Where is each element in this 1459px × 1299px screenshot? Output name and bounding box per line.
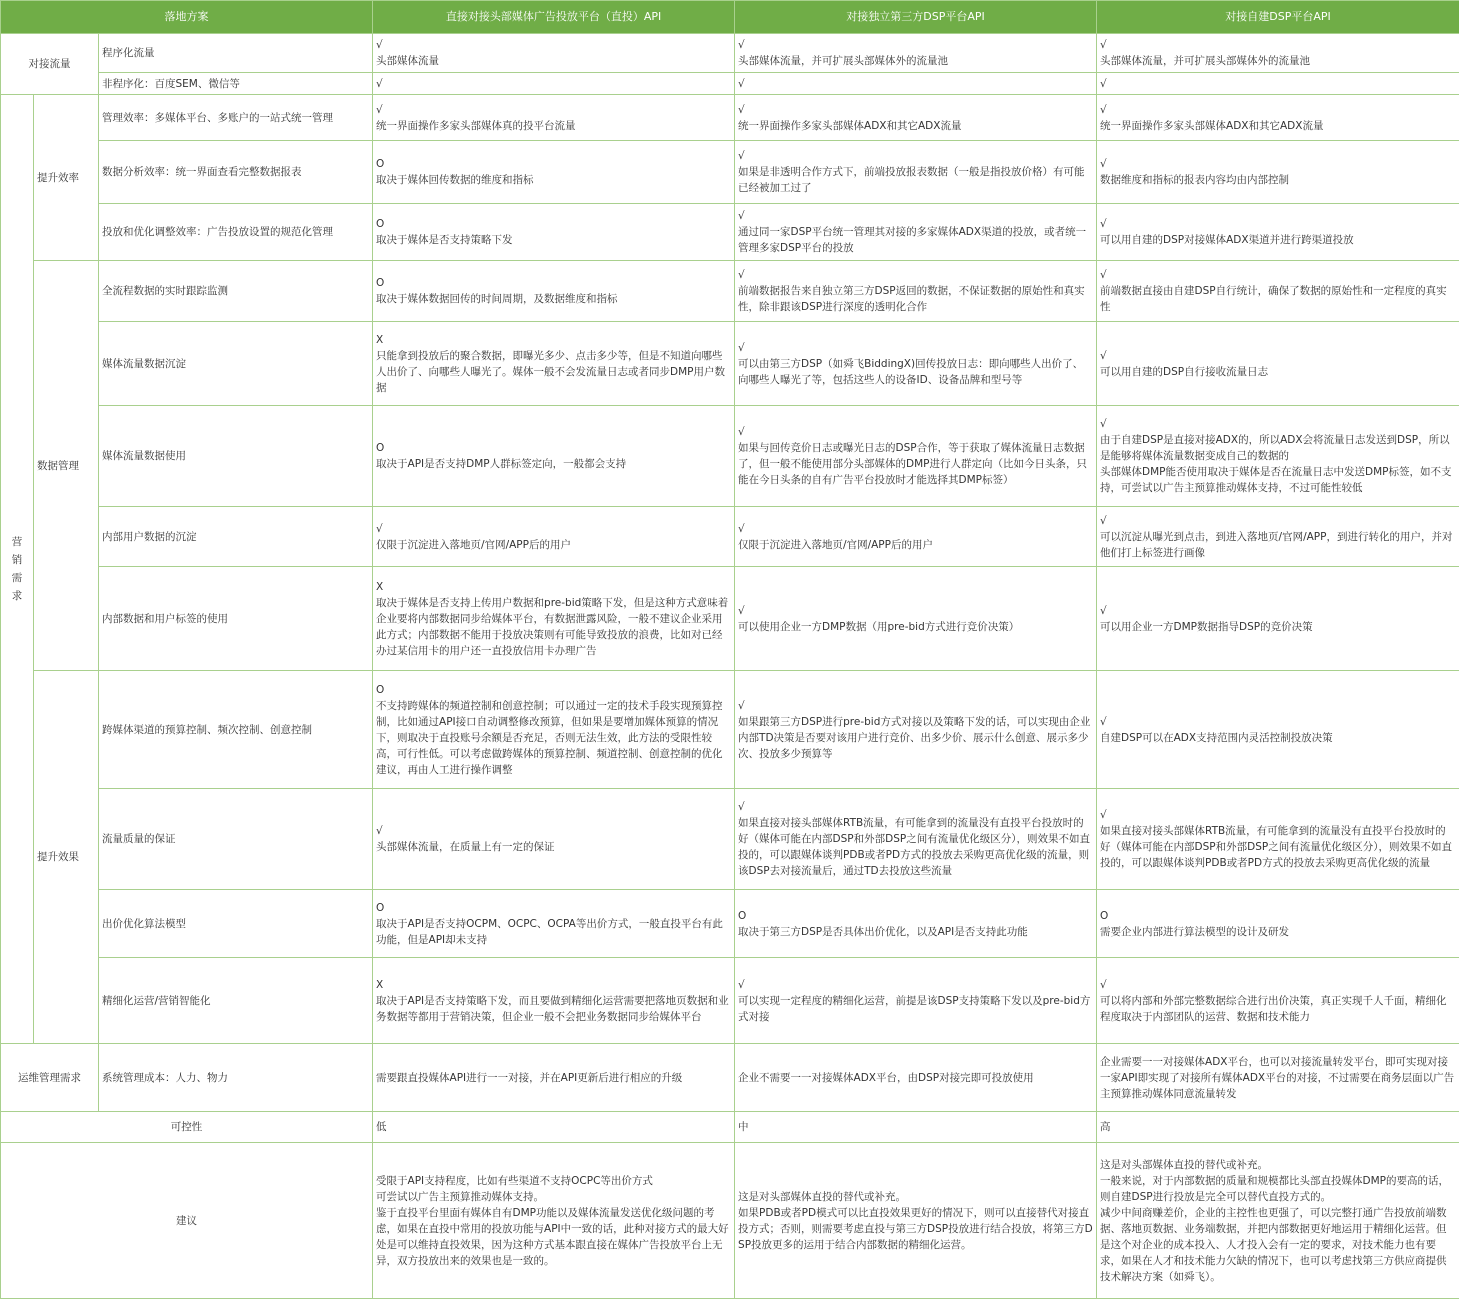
cell-text: 可以用企业一方DMP数据指导DSP的竞价决策	[1100, 619, 1456, 635]
mark: O	[1100, 908, 1456, 924]
cell-text: 头部媒体流量，在质量上有一定的保证	[376, 839, 731, 855]
cell-text: 仅限于沉淀进入落地页/官网/APP后的用户	[376, 537, 731, 553]
cell-third-party: 中	[735, 1112, 1097, 1143]
cell-text: 只能拿到投放后的聚合数据，即曝光多少、点击多少等，但是不知道向哪些人出价了、向哪些人曝光了。媒体一般不会发流量日志或者同步DMP用户数据	[376, 348, 731, 396]
row-label: 管理效率：多媒体平台、多账户的一站式统一管理	[99, 95, 373, 141]
cell-third-party	[735, 567, 1097, 671]
cell-text: 如果直接对接头部媒体RTB流量，有可能拿到的流量没有直投平台投放时的好（媒体可能在内部DSP和外部DSP之间有流量优化级区分），则效果不如直投的，可以跟媒体谈判PDB或者PD方式的投放去采购更高优化级的流量	[1100, 823, 1456, 871]
table-row	[1, 890, 1459, 958]
cell-text: 如果跟第三方DSP进行pre-bid方式对接以及策略下发的话，可以实现由企业内部TD决策是否要对该用户进行竞价、出多少价、展示什么创意、展示多少次、投放多少预算等	[738, 714, 1093, 762]
mark: √	[1100, 37, 1456, 53]
row-label: 跨媒体渠道的预算控制、频次控制、创意控制	[99, 671, 373, 789]
cell-direct	[373, 507, 735, 567]
table-row	[1, 1044, 1459, 1112]
cell-direct	[373, 34, 735, 73]
cell-text: 取决于媒体是否支持策略下发	[376, 232, 731, 248]
cell-text: 可以沉淀从曝光到点击，到进入落地页/官网/APP，到进行转化的用户，并对他们打上标签进行画像	[1100, 529, 1456, 561]
mark: √	[738, 340, 1093, 356]
cell-self-built	[1097, 141, 1459, 204]
cell-self-built: √	[1097, 73, 1459, 95]
cell-text: 可以用自建的DSP自行接收流量日志	[1100, 364, 1456, 380]
header-direct-api: 直接对接头部媒体广告投放平台（直投）API	[373, 1, 735, 34]
cell-self-built	[1097, 34, 1459, 73]
mark: √	[1100, 513, 1456, 529]
cell-text: 如果是非透明合作方式下，前端投放报表数据（一般是指投放价格）有可能已经被加工过了	[738, 164, 1093, 196]
cell-direct	[373, 567, 735, 671]
cell-self-built	[1097, 406, 1459, 507]
mark: √	[738, 698, 1093, 714]
cell-third-party	[735, 507, 1097, 567]
cell-text: 仅限于沉淀进入落地页/官网/APP后的用户	[738, 537, 1093, 553]
cell-third-party	[735, 261, 1097, 322]
cell-third-party	[735, 1044, 1097, 1112]
row-label: 媒体流量数据使用	[99, 406, 373, 507]
group-control: 可控性	[1, 1112, 373, 1143]
table-row	[1, 1112, 1459, 1143]
cell-text: 企业需要一一对接媒体ADX平台，也可以对接流量转发平台，即可实现对接一家API即实现了对接所有媒体ADX平台的对接，不过需要在商务层面以广告主预算推动媒体同意流量转发	[1100, 1054, 1456, 1102]
row-label: 系统管理成本：人力、物力	[99, 1044, 373, 1112]
cell-text: 这是对头部媒体直投的替代或补充。 如果PDB或者PD模式可以比直投效果更好的情况下，则可以直接替代对接直投方式；否则，则需要考虑直投与第三方DSP投放进行结合投放，将第三方DSP投放更多的运用于结合内部数据的精细化运营。	[738, 1189, 1093, 1253]
mark: √	[738, 424, 1093, 440]
mark: O	[376, 682, 731, 698]
cell-direct	[373, 261, 735, 322]
row-label: 精细化运营/营销智能化	[99, 958, 373, 1044]
mark: √	[738, 37, 1093, 53]
cell-direct	[373, 789, 735, 890]
cell-text: 取决于媒体回传数据的维度和指标	[376, 172, 731, 188]
row-label: 全流程数据的实时跟踪监测	[99, 261, 373, 322]
header-solution: 落地方案	[1, 1, 373, 34]
mark: √	[738, 148, 1093, 164]
mark: √	[738, 799, 1093, 815]
cell-text: 企业不需要一一对接媒体ADX平台，由DSP对接完即可投放使用	[738, 1070, 1093, 1086]
cell-text: 取决于API是否支持策略下发，而且要做到精细化运营需要把落地页数据和业务数据等都用于营销决策，但企业一般不会把业务数据同步给媒体平台	[376, 993, 731, 1025]
header-self-built-dsp: 对接自建DSP平台API	[1097, 1, 1459, 34]
cell-text: 头部媒体流量	[376, 53, 731, 69]
mark: X	[376, 977, 731, 993]
cell-text: 统一界面操作多家头部媒体ADX和其它ADX流量	[1100, 118, 1456, 134]
cell-text: 头部媒体流量，并可扩展头部媒体外的流量池	[1100, 53, 1456, 69]
cell-direct	[373, 322, 735, 406]
table-row	[1, 406, 1459, 507]
table-row	[1, 322, 1459, 406]
mark: √	[738, 208, 1093, 224]
mark: √	[738, 603, 1093, 619]
cell-self-built	[1097, 507, 1459, 567]
cell-text: 取决于API是否支持DMP人群标签定向，一般都会支持	[376, 456, 731, 472]
mark: √	[376, 37, 731, 53]
group-advice: 建议	[1, 1143, 373, 1299]
cell-third-party	[735, 671, 1097, 789]
cell-text: 不支持跨媒体的频道控制和创意控制；可以通过一定的技术手段实现预算控制，比如通过API接口自动调整修改预算，但如果是要增加媒体预算的情况下，则取决于直投账号余额是否充足，否则无法生效，此方法的受限性较高，可行性低。可以考虑做跨媒体的预算控制、频道控制、创意控制的优化建议，再由人工进行操作调整	[376, 698, 731, 778]
cell-text: 可以实现一定程度的精细化运营，前提是该DSP支持策略下发以及pre-bid方式对接	[738, 993, 1093, 1025]
mark: O	[376, 216, 731, 232]
cell-third-party	[735, 958, 1097, 1044]
mark: O	[376, 156, 731, 172]
group-effect: 提升效果	[34, 671, 99, 1044]
mark: √	[376, 823, 731, 839]
cell-text: 数据维度和指标的报表内容均由内部控制	[1100, 172, 1456, 188]
cell-third-party: √	[735, 73, 1097, 95]
row-label: 流量质量的保证	[99, 789, 373, 890]
cell-text: 头部媒体流量，并可扩展头部媒体外的流量池	[738, 53, 1093, 69]
cell-direct	[373, 958, 735, 1044]
cell-direct: √	[373, 73, 735, 95]
cell-text: 可以使用企业一方DMP数据（用pre-bid方式进行竞价决策）	[738, 619, 1093, 635]
cell-self-built	[1097, 958, 1459, 1044]
table-row	[1, 958, 1459, 1044]
cell-direct	[373, 1143, 735, 1299]
mark: √	[1100, 156, 1456, 172]
mark: √	[738, 102, 1093, 118]
cell-text: 前端数据直接由自建DSP自行统计，确保了数据的原始性和一定程度的真实性	[1100, 283, 1456, 315]
table-row	[1, 73, 1459, 95]
row-label: 出价优化算法模型	[99, 890, 373, 958]
mark: √	[1100, 714, 1456, 730]
row-label: 程序化流量	[99, 34, 373, 73]
mark: √	[1100, 267, 1456, 283]
cell-self-built	[1097, 95, 1459, 141]
cell-third-party	[735, 141, 1097, 204]
cell-direct	[373, 890, 735, 958]
cell-text: 统一界面操作多家头部媒体ADX和其它ADX流量	[738, 118, 1093, 134]
mark: X	[376, 579, 731, 595]
mark: √	[738, 977, 1093, 993]
cell-third-party	[735, 204, 1097, 261]
cell-text: 由于自建DSP是直接对接ADX的，所以ADX会将流量日志发送到DSP，所以是能够将媒体流量数据变成自己的数据的 头部媒体DMP能否使用取决于媒体是否在流量日志中发送DMP标签，如不支持，可尝试以广告主预算推动媒体支持，不过可能性较低	[1100, 432, 1456, 496]
cell-direct	[373, 406, 735, 507]
mark: O	[376, 440, 731, 456]
cell-self-built	[1097, 671, 1459, 789]
table-row	[1, 141, 1459, 204]
cell-text: 这是对头部媒体直投的替代或补充。 一般来说，对于内部数据的质量和规模都比头部直投媒体DMP的要高的话，则自建DSP进行投放是完全可以替代直投方式的。 减少中间商赚差价，企业的主控性也更强了，可以完整打通广告投放前端数据、落地页数据、业务端数据，并把内部数据更好地运用于精细化运营。但是这个对企业的成本投入、人才投入会有一定的要求，对技术能力也有要求，如果在人才和技术能力欠缺的情况下，也可以考虑找第三方供应商提供技术解决方案（如舜飞）。	[1100, 1157, 1456, 1285]
mark: √	[1100, 216, 1456, 232]
cell-third-party	[735, 95, 1097, 141]
cell-direct	[373, 141, 735, 204]
cell-text: 如果与回传竞价日志或曝光日志的DSP合作，等于获取了媒体流量日志数据了，但一般不能使用部分头部媒体的DMP进行人群定向（比如今日头条，只能在今日头条的自有广告平台投放时才能选择其DMP标签）	[738, 440, 1093, 488]
mark: √	[738, 267, 1093, 283]
mark: √	[1100, 807, 1456, 823]
cell-text: 可以将内部和外部完整数据综合进行出价决策，真正实现千人千面，精细化程度取决于内部团队的运营、数据和技术能力	[1100, 993, 1456, 1025]
table-row	[1, 507, 1459, 567]
row-label: 内部用户数据的沉淀	[99, 507, 373, 567]
cell-self-built	[1097, 567, 1459, 671]
mark: O	[738, 908, 1093, 924]
mark: √	[376, 102, 731, 118]
header-third-party-dsp: 对接独立第三方DSP平台API	[735, 1, 1097, 34]
cell-third-party	[735, 406, 1097, 507]
cell-text: 取决于第三方DSP是否具体出价优化，以及API是否支持此功能	[738, 924, 1093, 940]
table-row	[1, 204, 1459, 261]
header-row	[1, 1, 1459, 34]
group-marketing	[1, 95, 34, 1044]
mark: O	[376, 275, 731, 291]
cell-third-party	[735, 322, 1097, 406]
cell-direct	[373, 671, 735, 789]
cell-text: 可以用自建的DSP对接媒体ADX渠道并进行跨渠道投放	[1100, 232, 1456, 248]
cell-text: 统一界面操作多家头部媒体真的投平台流量	[376, 118, 731, 134]
mark: √	[1100, 416, 1456, 432]
cell-direct	[373, 95, 735, 141]
table-row	[1, 261, 1459, 322]
table-row	[1, 1143, 1459, 1299]
row-label: 媒体流量数据沉淀	[99, 322, 373, 406]
cell-text: 可以由第三方DSP（如舜飞BiddingX)回传投放日志：即向哪些人出价了、向哪些人曝光了等，包括这些人的设备ID、设备品牌和型号等	[738, 356, 1093, 388]
cell-text: 取决于API是否支持OCPM、OCPC、OCPA等出价方式，一般直投平台有此功能，但是API却未支持	[376, 916, 731, 948]
cell-third-party	[735, 789, 1097, 890]
mark: O	[376, 900, 731, 916]
row-label: 投放和优化调整效率：广告投放设置的规范化管理	[99, 204, 373, 261]
cell-text: 自建DSP可以在ADX支持范围内灵活控制投放决策	[1100, 730, 1456, 746]
cell-text: 受限于API支持程度，比如有些渠道不支持OCPC等出价方式 可尝试以广告主预算推动媒体支持。 鉴于直投平台里面有媒体自有DMP功能以及媒体流量发送优化级问题的考虑，如果在直投中常用的投放功能与API中一致的话，此种对接方式的最大好处是可以维持直投效果，因为这种方式基本跟直接在媒体广告投放平台上无异，双方投放出来的效果也是一致的。	[376, 1173, 731, 1269]
table-row	[1, 671, 1459, 789]
group-traffic: 对接流量	[1, 34, 99, 95]
cell-self-built	[1097, 322, 1459, 406]
row-label: 内部数据和用户标签的使用	[99, 567, 373, 671]
cell-third-party	[735, 1143, 1097, 1299]
group-ops: 运维管理需求	[1, 1044, 99, 1112]
cell-self-built	[1097, 204, 1459, 261]
cell-text: 取决于媒体是否支持上传用户数据和pre-bid策略下发，但是这种方式意味着企业要将内部数据同步给媒体平台，有数据泄露风险，一般不建议企业采用此方式；内部数据不能用于投放决策则有可能导致投放的浪费，比如对已经办过某信用卡的用户还一直投放信用卡办理广告	[376, 595, 731, 659]
row-label: 非程序化：百度SEM、微信等	[99, 73, 373, 95]
cell-self-built	[1097, 1143, 1459, 1299]
cell-third-party	[735, 890, 1097, 958]
table-row	[1, 95, 1459, 141]
table-row	[1, 567, 1459, 671]
cell-self-built	[1097, 789, 1459, 890]
cell-text: 需要企业内部进行算法模型的设计及研发	[1100, 924, 1456, 940]
mark: √	[1100, 348, 1456, 364]
cell-text: 需要跟直投媒体API进行一一对接，并在API更新后进行相应的升级	[376, 1070, 731, 1086]
cell-self-built	[1097, 890, 1459, 958]
mark: √	[1100, 102, 1456, 118]
group-marketing-label: 营销需求	[11, 533, 23, 605]
row-label: 数据分析效率：统一界面查看完整数据报表	[99, 141, 373, 204]
cell-direct	[373, 204, 735, 261]
mark: √	[738, 521, 1093, 537]
mark: √	[376, 521, 731, 537]
group-efficiency: 提升效率	[34, 95, 99, 261]
cell-self-built	[1097, 1044, 1459, 1112]
cell-text: 通过同一家DSP平台统一管理其对接的多家媒体ADX渠道的投放，或者统一管理多家DSP平台的投放	[738, 224, 1093, 256]
table-row	[1, 789, 1459, 890]
table-row	[1, 34, 1459, 73]
mark: X	[376, 332, 731, 348]
cell-text: 如果直接对接头部媒体RTB流量，有可能拿到的流量没有直投平台投放时的好（媒体可能在内部DSP和外部DSP之间有流量优化级区分），则效果不如直投的，可以跟媒体谈判PDB或者PD方式的投放去采购更高优化级的流量，则该DSP去对接流量后，通过TD去投放这些流量	[738, 815, 1093, 879]
cell-direct: 低	[373, 1112, 735, 1143]
mark: √	[1100, 603, 1456, 619]
mark: √	[1100, 977, 1456, 993]
group-data-management: 数据管理	[34, 261, 99, 671]
cell-text: 取决于媒体数据回传的时间周期，及数据维度和指标	[376, 291, 731, 307]
cell-direct	[373, 1044, 735, 1112]
cell-self-built	[1097, 261, 1459, 322]
cell-self-built: 高	[1097, 1112, 1459, 1143]
cell-text: 前端数据报告来自独立第三方DSP返回的数据，不保证数据的原始性和真实性，除非跟该DSP进行深度的透明化合作	[738, 283, 1093, 315]
cell-third-party	[735, 34, 1097, 73]
